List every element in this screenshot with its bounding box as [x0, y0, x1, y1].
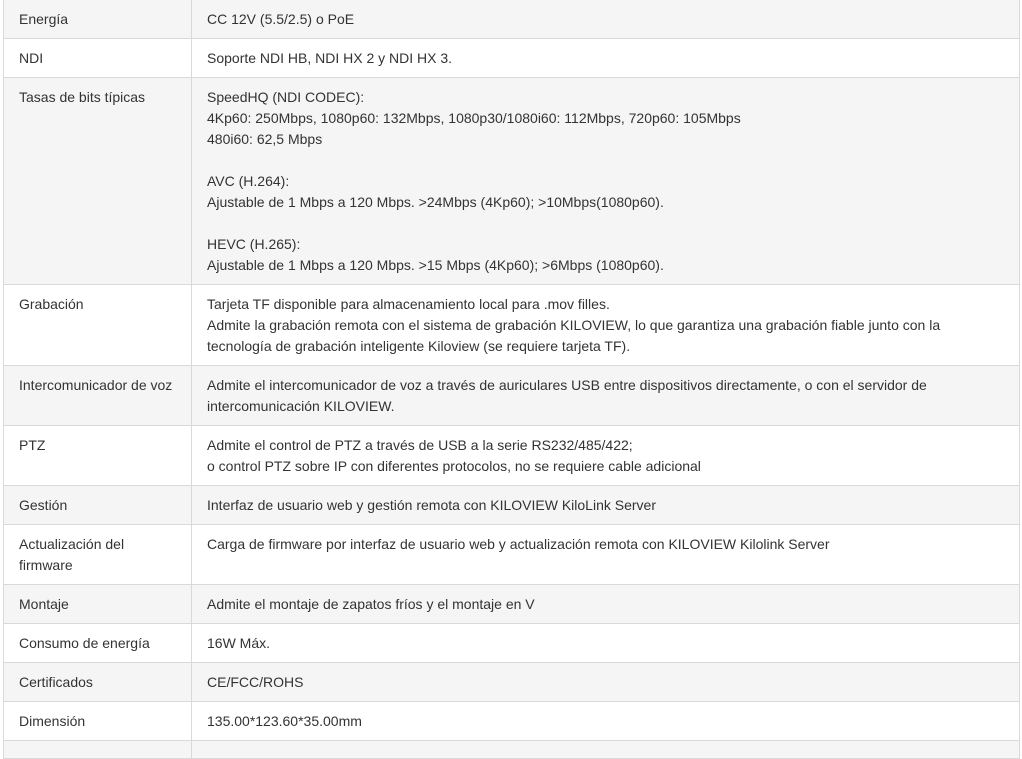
spec-value-line: Admite el control de PTZ a través de USB a la serie RS232/485/422; [207, 437, 633, 453]
spec-value [192, 486, 1020, 525]
spec-value [192, 525, 1020, 585]
spec-value-line: Admite el intercomunicador de voz a través de auriculares USB entre dispositivos directamente, o con el servidor de intercomunicación KILOVIEW. [207, 377, 927, 414]
spec-row [4, 741, 1020, 759]
spec-row [4, 426, 1020, 486]
spec-value-line: 135.00*123.60*35.00mm [207, 713, 362, 729]
spec-value [192, 0, 1020, 39]
spec-value [192, 585, 1020, 624]
spec-label: Dimensión [4, 702, 192, 741]
spec-value [192, 426, 1020, 486]
spec-row [4, 0, 1020, 39]
spec-value-line: Carga de firmware por interfaz de usuario web y actualización remota con KILOVIEW Kilolink Server [207, 536, 830, 552]
spec-value-line: Soporte NDI HB, NDI HX 2 y NDI HX 3. [207, 50, 453, 66]
spec-row [4, 39, 1020, 78]
spec-label: Consumo de energía [4, 624, 192, 663]
spec-value-line: SpeedHQ (NDI CODEC): [207, 89, 365, 105]
spec-label: Grabación [4, 285, 192, 366]
spec-value [192, 39, 1020, 78]
spec-value [192, 663, 1020, 702]
spec-label: PTZ [4, 426, 192, 486]
spec-value [192, 702, 1020, 741]
spec-value-line: Ajustable de 1 Mbps a 120 Mbps. >24Mbps (4Kp60); >10Mbps(1080p60). [207, 194, 664, 210]
spec-value-line: AVC (H.264): [207, 173, 290, 189]
spec-value-line: 16W Máx. [207, 635, 271, 651]
specifications-body [4, 0, 1020, 759]
spec-row [4, 78, 1020, 285]
spec-value-line: Admite la grabación remota con el sistema de grabación KILOVIEW, lo que garantiza una grabación fiable junto con la tecnología de grabación inteligente Kiloview (se requiere tarjeta TF). [207, 317, 941, 354]
spec-row [4, 702, 1020, 741]
spec-value-line: CC 12V (5.5/2.5) o PoE [207, 11, 355, 27]
spec-value-line: CE/FCC/ROHS [207, 674, 304, 690]
spec-value [192, 78, 1020, 285]
spec-label: Tasas de bits típicas [4, 78, 192, 285]
spec-row [4, 366, 1020, 426]
spec-label: Energía [4, 0, 192, 39]
spec-value-spacer [207, 150, 1005, 171]
spec-value [192, 285, 1020, 366]
spec-value-line: 4Kp60: 250Mbps, 1080p60: 132Mbps, 1080p30/1080i60: 112Mbps, 720p60: 105Mbps [207, 110, 741, 126]
spec-row [4, 285, 1020, 366]
spec-value-line: Interfaz de usuario web y gestión remota con KILOVIEW KiloLink Server [207, 497, 656, 513]
spec-value-spacer [207, 213, 1005, 234]
spec-value [192, 366, 1020, 426]
spec-value-line: Tarjeta TF disponible para almacenamiento local para .mov filles. [207, 296, 610, 312]
spec-value-line: o control PTZ sobre IP con diferentes protocolos, no se requiere cable adicional [207, 458, 701, 474]
spec-value [192, 624, 1020, 663]
spec-label: Montaje [4, 585, 192, 624]
spec-value-line: Ajustable de 1 Mbps a 120 Mbps. >15 Mbps (4Kp60); >6Mbps (1080p60). [207, 257, 664, 273]
spec-row [4, 525, 1020, 585]
spec-value [192, 741, 1020, 759]
spec-row [4, 486, 1020, 525]
spec-label: Gestión [4, 486, 192, 525]
spec-label: NDI [4, 39, 192, 78]
spec-label: Certificados [4, 663, 192, 702]
spec-label: Intercomunicador de voz [4, 366, 192, 426]
specifications-table [3, 0, 1020, 759]
spec-row [4, 624, 1020, 663]
spec-value-line: 480i60: 62,5 Mbps [207, 131, 323, 147]
spec-value-line: HEVC (H.265): [207, 236, 301, 252]
spec-row [4, 585, 1020, 624]
spec-label: Actualización del firmware [4, 525, 192, 585]
spec-row [4, 663, 1020, 702]
spec-value-line: Admite el montaje de zapatos fríos y el montaje en V [207, 596, 535, 612]
spec-label [4, 741, 192, 759]
